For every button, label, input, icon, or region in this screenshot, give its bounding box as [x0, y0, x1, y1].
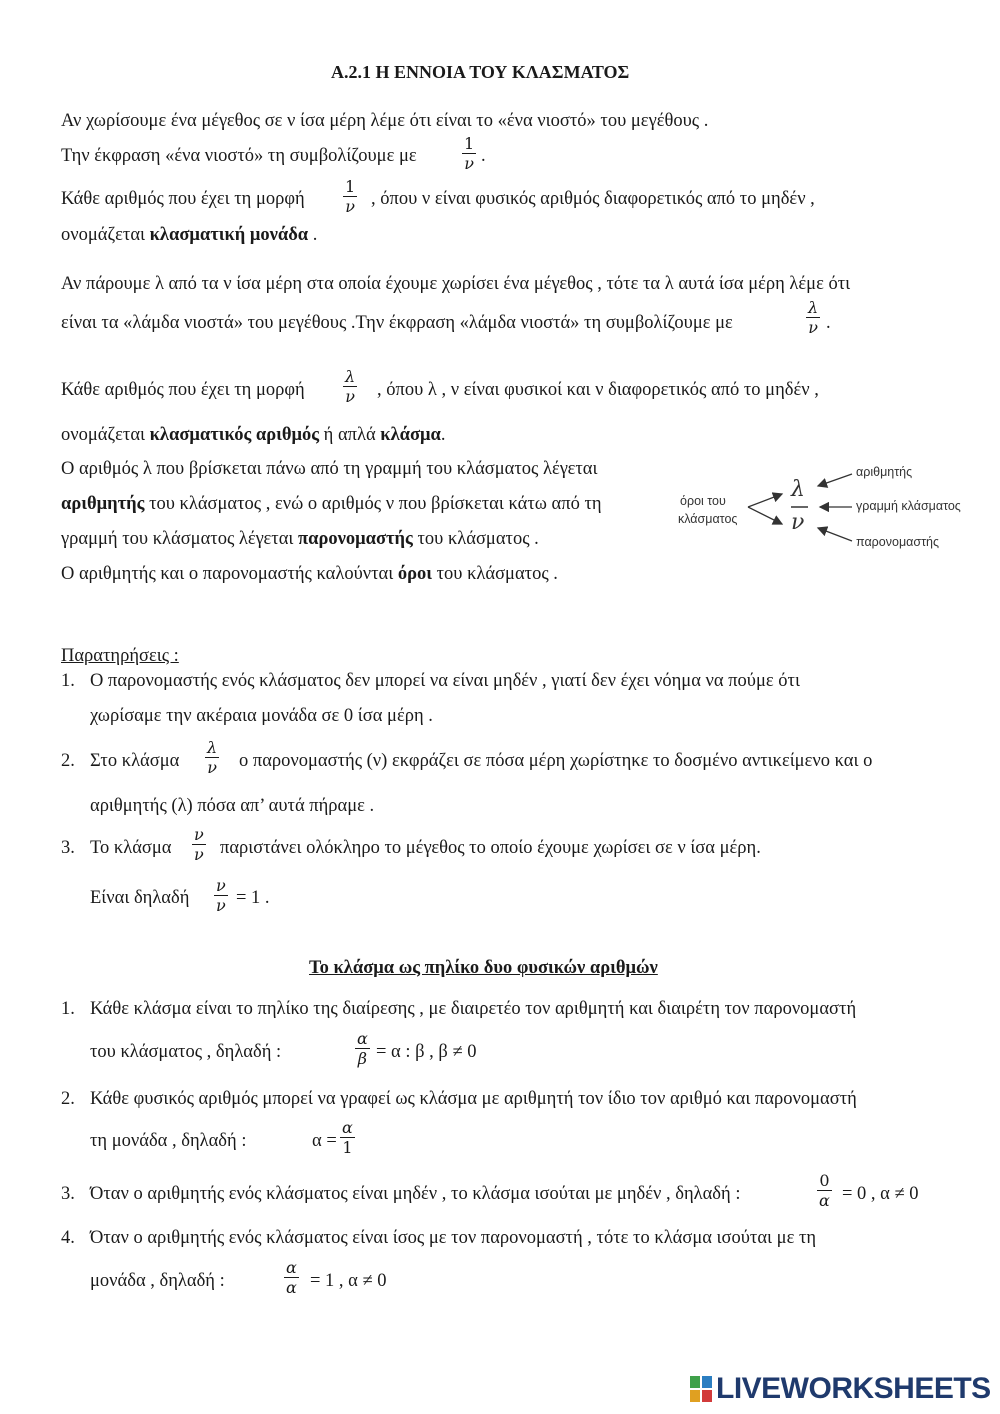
fraction-zero-over-alpha: [817, 1172, 832, 1209]
fraction-lambda-over-nu: [806, 299, 820, 336]
intro-line-2: Την έκφραση «ένα νιοστό» τη συμβολίζουμε με: [61, 146, 417, 166]
bold-term: κλασματικός αριθμός: [149, 425, 320, 445]
bold-term: κλασματική μονάδα: [149, 225, 309, 245]
text: Ο αριθμητής και ο παρονομαστής καλούνται: [61, 564, 398, 584]
numerator: α: [342, 1118, 353, 1137]
fraction-nu-over-nu-2: [214, 877, 228, 914]
quotient-1-line-2: του κλάσματος , δηλαδή :: [90, 1042, 282, 1062]
text: .: [440, 425, 446, 445]
diagram-nu: ν: [791, 510, 805, 535]
bold-term: αριθμητής: [61, 494, 145, 514]
numerator: ν: [216, 876, 226, 895]
quotient-3-line-1: Όταν ο αριθμητής ενός κλάσματος είναι μηδέν , το κλάσμα ισούται με μηδέν , δηλαδή :: [90, 1184, 741, 1204]
denominator: ν: [808, 318, 818, 337]
remark-2-number: 2.: [61, 751, 75, 771]
denominator: ν: [207, 758, 217, 777]
quotient-1-equation: = α : β , β ≠ 0: [376, 1042, 477, 1062]
quotient-4-equation: = 1 , α ≠ 0: [310, 1271, 387, 1291]
intro-line-3b: , όπου ν είναι φυσικός αριθμός διαφορετικός από το μηδέν ,: [371, 189, 815, 209]
remark-1-line-2: χωρίσαμε την ακέραια μονάδα σε 0 ίσα μέρη .: [90, 706, 433, 726]
diagram-terms-label: όροι του: [680, 494, 726, 508]
numerator: λ: [207, 738, 218, 757]
denominator: ν: [464, 154, 474, 173]
intro-line-3a: Κάθε αριθμός που έχει τη μορφή: [61, 189, 305, 209]
underlined-heading: Παρατηρήσεις :: [61, 646, 179, 666]
lambda-line-3b: , όπου λ , ν είναι φυσικοί και ν διαφορετικός από το μηδέν ,: [377, 380, 819, 400]
quotient-1-line-1: Κάθε κλάσμα είναι το πηλίκο της διαίρεσης , με διαιρετέο τον αριθμητή και διαιρέτη τον παρονομαστή: [90, 999, 857, 1019]
remark-3-text-c: Είναι δηλαδή: [90, 888, 190, 908]
page-title: Α.2.1 Η ΕΝΝΟΙΑ ΤΟΥ ΚΛΑΣΜΑΤΟΣ: [331, 62, 630, 82]
quotient-2-line-2: τη μονάδα , δηλαδή :: [90, 1131, 247, 1151]
fraction-alpha-over-beta: [355, 1030, 370, 1067]
bold-term: όροι: [397, 564, 432, 584]
quotient-heading: [309, 957, 658, 979]
lambda-line-1: Αν πάρουμε λ από τα ν ίσα μέρη στα οποία έχουμε χωρίσει ένα μέγεθος , τότε τα λ αυτά ίσα μέρη λέμε ότι: [61, 274, 851, 294]
remark-3-text-d: = 1 .: [236, 888, 270, 908]
numerator: λ: [345, 367, 356, 386]
diagram-denominator-label: παρονομαστής: [856, 535, 939, 549]
fraction-one-over-nu: [462, 135, 476, 172]
numerator: 1: [345, 177, 356, 196]
bold-term: παρονομαστής: [298, 529, 413, 549]
remark-2-text-b: ο παρονομαστής (ν) εκφράζει σε πόσα μέρη χωρίστηκε το δοσμένο αντικείμενο και ο: [239, 751, 873, 771]
numerator: λ: [808, 298, 819, 317]
quotient-1-number: 1.: [61, 999, 75, 1019]
lambda-line-3a: Κάθε αριθμός που έχει τη μορφή: [61, 380, 305, 400]
quotient-2-line-1: Κάθε φυσικός αριθμός μπορεί να γραφεί ως κλάσμα με αριθμητή τον ίδιο τον αριθμό και παρονομαστή: [90, 1089, 857, 1109]
liveworksheets-logo[interactable]: [690, 1372, 991, 1406]
denominator: ν: [345, 387, 355, 406]
text: γραμμή του κλάσματος λέγεται: [61, 529, 299, 549]
quotient-3-equation: = 0 , α ≠ 0: [842, 1184, 919, 1204]
denominator: 1: [342, 1138, 353, 1157]
diagram-terms-label-2: κλάσματος: [678, 512, 738, 526]
numerator: 0: [819, 1171, 830, 1190]
remarks-heading: [61, 645, 179, 667]
numerator: ν: [194, 825, 204, 844]
numerator: α: [286, 1258, 297, 1277]
denominator: ν: [345, 197, 355, 216]
denominator: α: [819, 1191, 830, 1210]
diagram-lambda: λ: [791, 477, 805, 502]
text: του κλάσματος .: [431, 564, 558, 584]
remark-3-text-a: Το κλάσμα: [90, 838, 172, 858]
lambda-line-4: [61, 424, 445, 446]
intro-line-4: [61, 224, 317, 246]
fraction-alpha-over-one: [340, 1119, 355, 1156]
diagram-fraction-line-label: γραμμή κλάσματος: [856, 499, 961, 513]
numerator: α: [357, 1029, 368, 1048]
lambda-line-6: [61, 493, 602, 515]
diagram-numerator-label: αριθμητής: [856, 465, 913, 479]
quotient-4-line-2: μονάδα , δηλαδή :: [90, 1271, 225, 1291]
remark-1-number: 1.: [61, 671, 75, 691]
numerator: 1: [464, 134, 475, 153]
remark-3-number: 3.: [61, 838, 75, 858]
text: του κλάσματος , ενώ ο αριθμός ν που βρίσκεται κάτω από τη: [144, 494, 602, 514]
text: ή απλά: [319, 425, 381, 445]
text: του κλάσματος .: [412, 529, 539, 549]
intro-line-2-end: .: [481, 146, 486, 166]
quotient-4-line-1: Όταν ο αριθμητής ενός κλάσματος είναι ίσος με τον παρονομαστή , τότε το κλάσμα ισούται με τη: [90, 1228, 817, 1248]
denominator: ν: [216, 896, 226, 915]
quotient-4-number: 4.: [61, 1228, 75, 1248]
denominator: β: [357, 1049, 368, 1068]
remark-2-text-a: Στο κλάσμα: [90, 751, 180, 771]
fraction-lambda-over-nu-3: [205, 739, 219, 776]
underlined-heading: Το κλάσμα ως πηλίκο δυο φυσικών αριθμών: [309, 958, 658, 978]
lambda-line-8: [61, 563, 558, 585]
lambda-line-2: είναι τα «λάμδα νιοστά» του μεγέθους .Την έκφραση «λάμδα νιοστά» τη συμβολίζουμε με: [61, 313, 733, 333]
text: ονομάζεται: [61, 425, 150, 445]
lambda-line-2-end: .: [826, 313, 831, 333]
logo-text: LIVEWORKSHEETS: [716, 1372, 991, 1405]
text: ονομάζεται: [61, 225, 150, 245]
quotient-2-equation: α =: [312, 1131, 337, 1151]
quotient-3-number: 3.: [61, 1184, 75, 1204]
denominator: α: [286, 1278, 297, 1297]
fraction-alpha-over-alpha: [284, 1259, 299, 1296]
lambda-line-7: [61, 528, 539, 550]
logo-grid-icon: [690, 1376, 712, 1402]
bold-term: κλάσμα: [380, 425, 441, 445]
denominator: ν: [194, 845, 204, 864]
lambda-line-5: Ο αριθμός λ που βρίσκεται πάνω από τη γραμμή του κλάσματος λέγεται: [61, 459, 598, 479]
remark-3-text-b: παριστάνει ολόκληρο το μέγεθος το οποίο έχουμε χωρίσει σε ν ίσα μέρη.: [220, 838, 761, 858]
remark-2-line-2: αριθμητής (λ) πόσα απ’ αυτά πήραμε .: [90, 796, 375, 816]
fraction-one-over-nu-2: [343, 178, 357, 215]
fraction-terms-diagram: [670, 462, 980, 562]
quotient-2-number: 2.: [61, 1089, 75, 1109]
remark-1-line-1: Ο παρονομαστής ενός κλάσματος δεν μπορεί να είναι μηδέν , γιατί δεν έχει νόημα να πούμε ότι: [90, 671, 800, 691]
fraction-nu-over-nu: [192, 826, 206, 863]
fraction-lambda-over-nu-2: [343, 368, 357, 405]
text: .: [308, 225, 318, 245]
intro-line-1: Αν χωρίσουμε ένα μέγεθος σε ν ίσα μέρη λέμε ότι είναι το «ένα νιοστό» του μεγέθους .: [61, 111, 709, 131]
